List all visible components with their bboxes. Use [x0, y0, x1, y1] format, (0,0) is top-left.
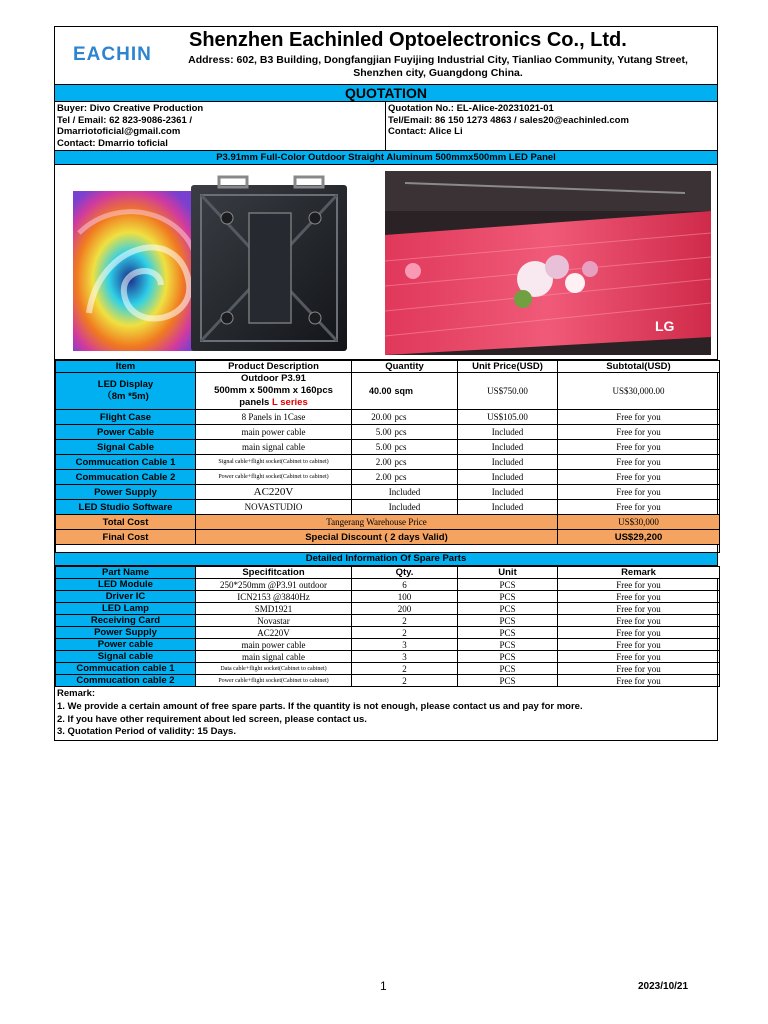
- remark-line: 3. Quotation Period of validity: 15 Days.: [57, 726, 236, 738]
- quotation-number: Quotation No.: EL-Alice-20231021-01: [388, 103, 554, 114]
- seller-tel: Tel/Email: 86 150 1273 4863 / sales20@eachinled.com: [388, 114, 629, 126]
- total-cost-value: US$30,000: [558, 515, 720, 530]
- table-row: LED Lamp SMD1921 200 PCS Free for you: [56, 603, 720, 615]
- spare-parts-table: [55, 566, 720, 687]
- col-quantity: Quantity: [352, 361, 458, 373]
- col-item: Item: [56, 361, 196, 373]
- table-row: Power cable main power cable 3 PCS Free for you: [56, 639, 720, 651]
- table-row: Commucation Cable 2 Power cable+flight socket(Cabinet to cabinet) 2.00 pcs Included Free for you: [56, 470, 720, 485]
- table-row: Power Cable main power cable 5.00 pcs Included Free for you: [56, 425, 720, 440]
- led-display-unit: sqm: [392, 373, 458, 410]
- party-info: [55, 102, 717, 151]
- table-row: LED Studio Software NOVASTUDIO Included Included Free for you: [56, 500, 720, 515]
- table-row: Commucation cable 2 Power cable+flight socket(Cabinet to cabinet) 2 PCS Free for you: [56, 675, 720, 687]
- item-led-display: LED Display （8m *5m): [56, 373, 196, 410]
- quotation-table: [55, 360, 720, 553]
- buyer-email: Dmarriotoficial@gmail.com: [57, 126, 181, 137]
- table-row: Commucation cable 1 Data cable+flight socket(Cabinet to cabinet) 2 PCS Free for you: [56, 663, 720, 675]
- seller-info: [386, 102, 717, 150]
- table-row: [56, 373, 720, 410]
- seller-contact: Contact: Alice Li: [388, 126, 463, 137]
- buyer-contact: Contact: Dmarrio toficial: [57, 137, 168, 149]
- led-panel-product-image: [59, 173, 355, 355]
- company-address: Address: 602, B3 Building, Dongfangjian Fuyijing Industrial City, Tianliao Community, Yutang Street, Shenzhen city, Guangdong China.: [188, 54, 688, 79]
- col-subtotal: Subtotal(USD): [558, 361, 720, 373]
- spare-rows: [56, 579, 720, 687]
- buyer-tel: Tel / Email: 62 823-9086-2361 /: [57, 114, 193, 126]
- spacer-row: [56, 545, 720, 553]
- remark-line: 2. If you have other requirement about led screen, please contact us.: [57, 713, 367, 725]
- led-display-subtotal: US$30,000.00: [558, 373, 720, 410]
- remarks: [55, 687, 717, 740]
- letterhead: [55, 27, 717, 85]
- spare-parts-title: Detailed Information Of Spare Parts: [55, 553, 717, 566]
- product-title: P3.91mm Full-Color Outdoor Straight Aluminum 500mmx500mm LED Panel: [55, 151, 717, 165]
- series-highlight: L series: [272, 397, 308, 408]
- final-cost-row: Final Cost Special Discount ( 2 days Valid) US$29,200: [56, 530, 720, 545]
- table-row: Receiving Card Novastar 2 PCS Free for you: [56, 615, 720, 627]
- page-number: 1: [380, 979, 387, 993]
- table-row: LED Module 250*250mm @P3.91 outdoor 6 PCS Free for you: [56, 579, 720, 591]
- company-logo: EACHIN: [73, 44, 152, 65]
- buyer-info: [55, 102, 386, 150]
- document-date: 2023/10/21: [638, 981, 689, 992]
- buyer-name: Buyer: Divo Creative Production: [57, 103, 204, 114]
- table-row: Driver IC ICN2153 @3840Hz 100 PCS Free for you: [56, 591, 720, 603]
- quotation-title: QUOTATION: [55, 85, 717, 102]
- quote-rows: [56, 410, 720, 485]
- led-display-price: US$750.00: [458, 373, 558, 410]
- table-row: Signal Cable main signal cable 5.00 pcs Included Free for you: [56, 440, 720, 455]
- remark-line: 1. We provide a certain amount of free spare parts. If the quantity is not enough, please contact us and pay for more.: [57, 700, 583, 712]
- company-name: Shenzhen Eachinled Optoelectronics Co., Ltd.: [189, 29, 627, 51]
- table-row: Commucation Cable 1 Signal cable+flight socket(Cabinet to cabinet) 2.00 pcs Included Free for you: [56, 455, 720, 470]
- table-row: Power Supply AC220V Included Included Free for you: [56, 485, 720, 500]
- remarks-heading: Remark:: [57, 688, 96, 699]
- led-wall-brand-text: LG: [655, 318, 675, 334]
- table-row: Power Supply AC220V 2 PCS Free for you: [56, 627, 720, 639]
- led-display-description: Outdoor P3.91 500mm x 500mm x 160pcs panels L series: [196, 373, 352, 410]
- quotation-table-header: [56, 361, 720, 373]
- product-images: [55, 165, 717, 360]
- table-row: Flight Case 8 Panels in 1Case 20.00 pcs US$105.00 Free for you: [56, 410, 720, 425]
- spare-parts-header: Part Name Specifitcation Qty. Unit Remark: [56, 567, 720, 579]
- col-unit-price: Unit Price(USD): [458, 361, 558, 373]
- total-cost-row: Total Cost Tangerang Warehouse Price US$30,000: [56, 515, 720, 530]
- led-wall-installation-photo: [385, 171, 711, 355]
- final-cost-value: US$29,200: [558, 530, 720, 545]
- quotation-sheet: [54, 26, 718, 741]
- table-row: Signal cable main signal cable 3 PCS Free for you: [56, 651, 720, 663]
- col-description: Product Description: [196, 361, 352, 373]
- led-display-qty: 40.00: [352, 373, 392, 410]
